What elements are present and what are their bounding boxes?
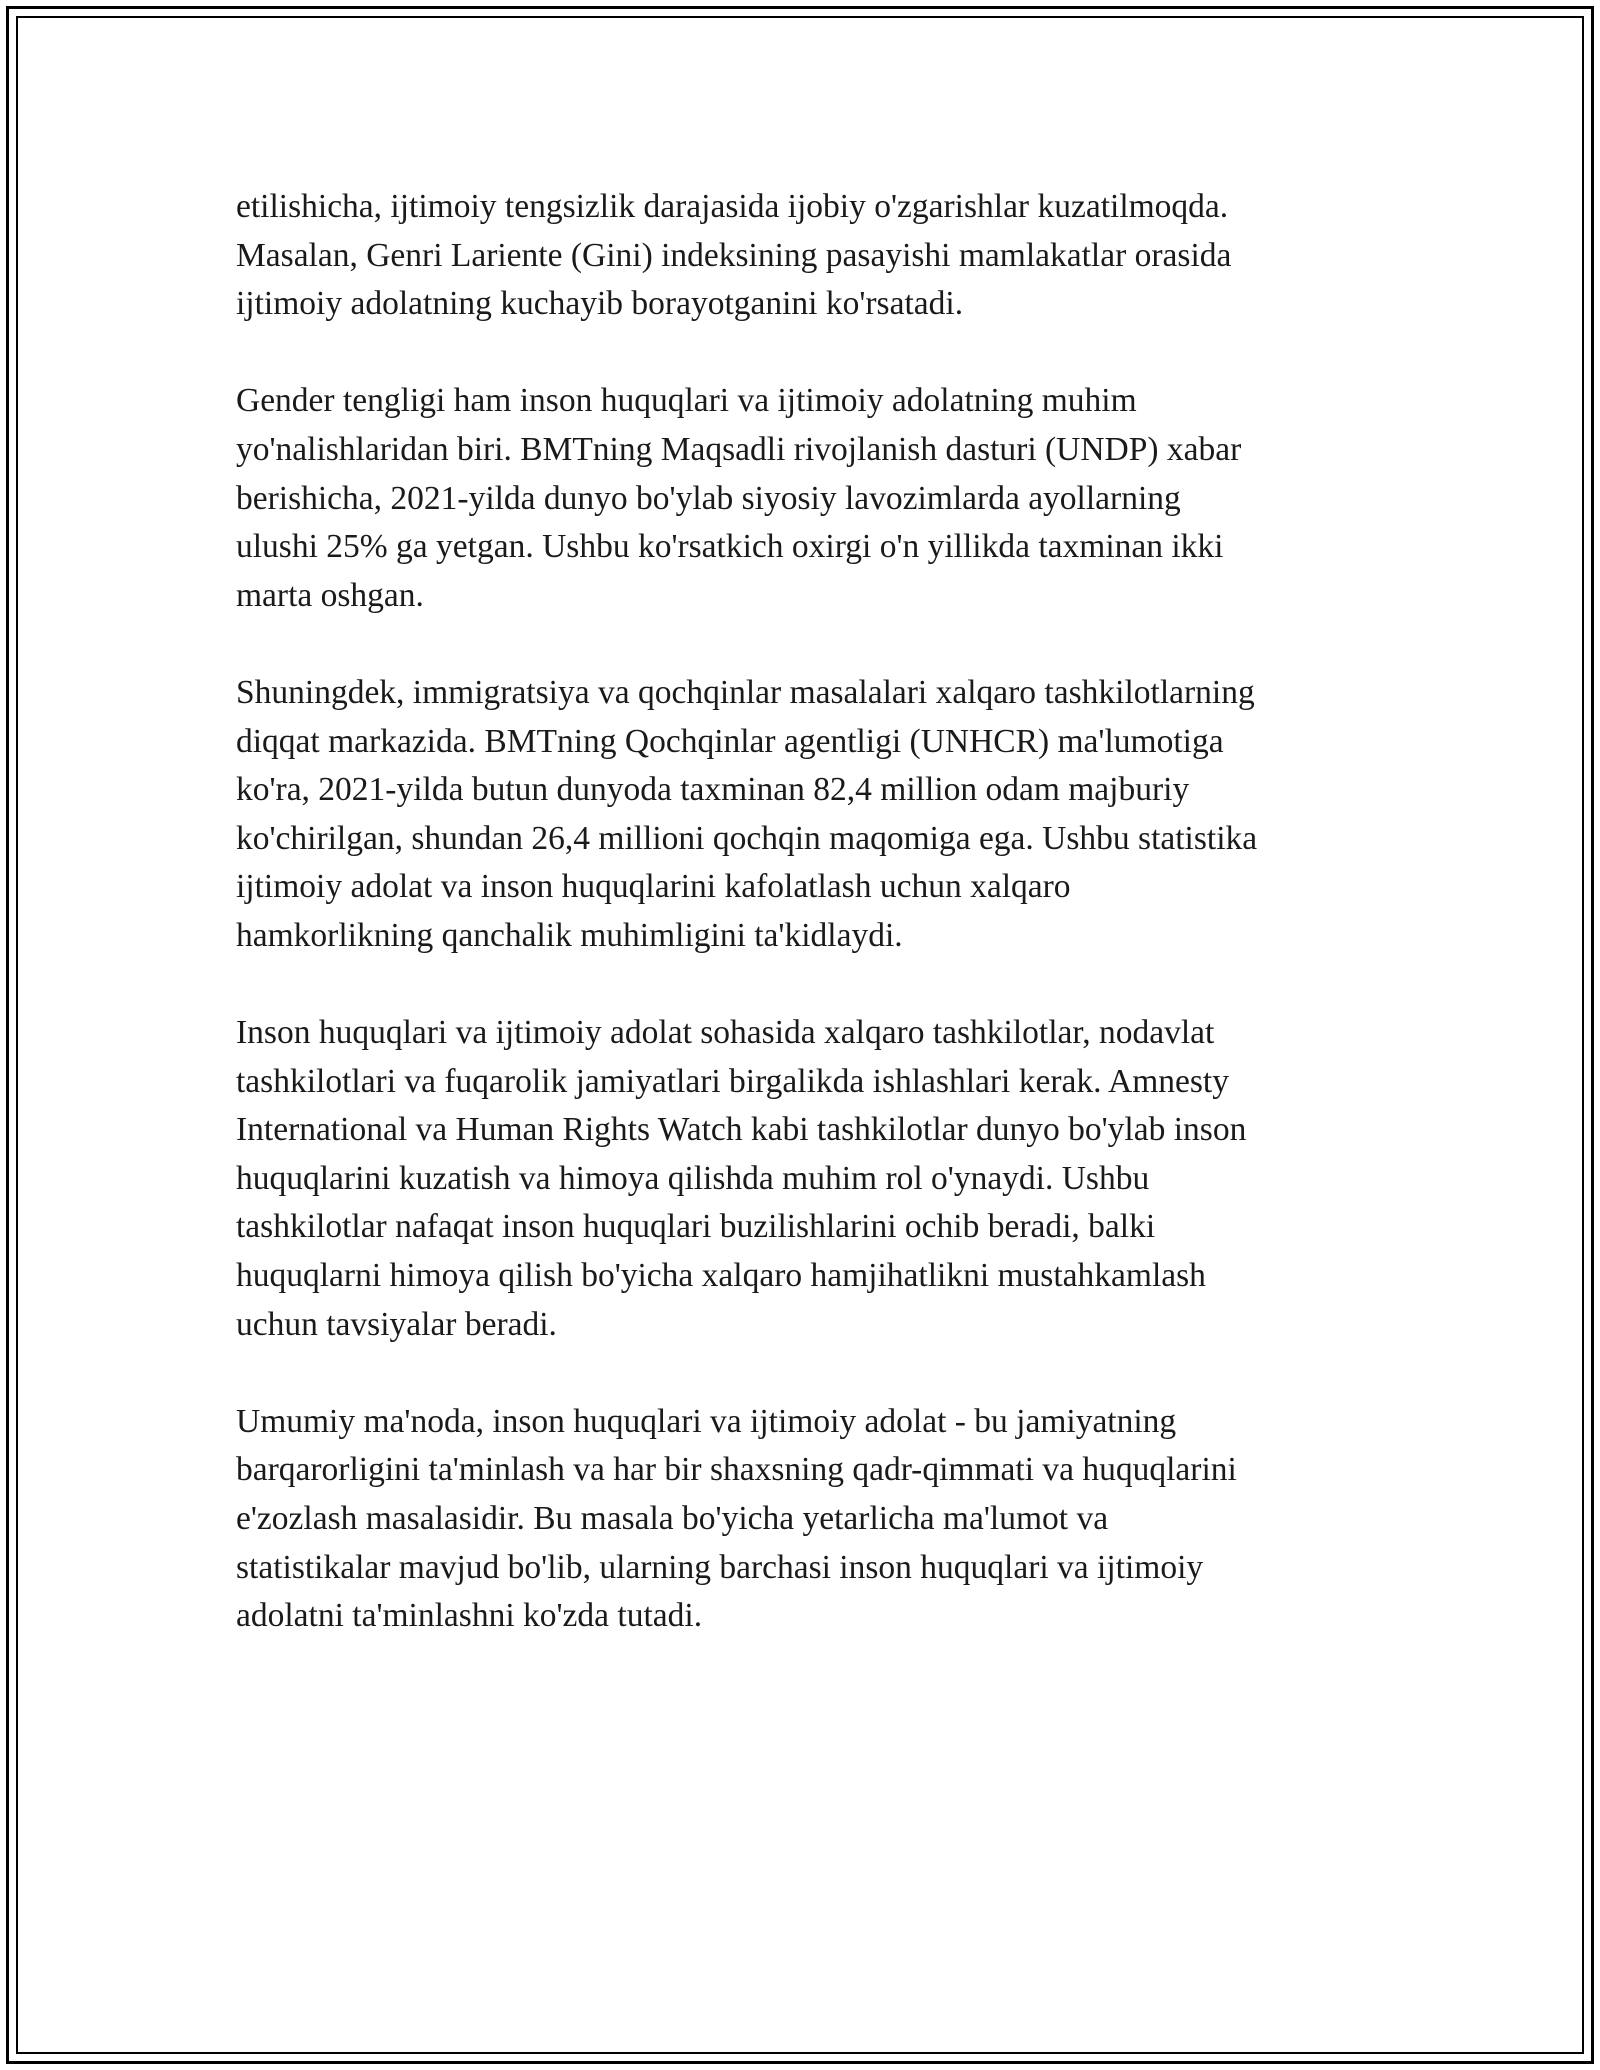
- paragraph-4: [236, 1009, 1376, 1349]
- text-line: ko'ra, 2021-yilda butun dunyoda taxminan 82,4 million odam majburiy: [236, 771, 1190, 809]
- text-line: Inson huquqlari va ijtimoiy adolat sohasida xalqaro tashkilotlar, nodavlat: [236, 1014, 1215, 1052]
- text-line: Shuningdek, immigratsiya va qochqinlar masalalari xalqaro tashkilotlarning: [236, 673, 1255, 711]
- text-line: berishicha, 2021-yilda dunyo bo'ylab siyosiy lavozimlarda ayollarning: [236, 479, 1181, 517]
- text-line: Umumiy ma'noda, inson huquqlari va ijtimoiy adolat - bu jamiyatning: [236, 1402, 1177, 1440]
- text-line: statistikalar mavjud bo'lib, ularning barchasi inson huquqlari va ijtimoiy: [236, 1548, 1204, 1586]
- text-line: ulushi 25% ga yetgan. Ushbu ko'rsatkich oxirgi o'n yillikda taxminan ikki: [236, 528, 1224, 566]
- paragraph-3: [236, 669, 1376, 961]
- paragraph-5: [236, 1398, 1376, 1641]
- text-line: International va Human Rights Watch kabi tashkilotlar dunyo bo'ylab inson: [236, 1111, 1247, 1149]
- text-line: adolatni ta'minlashni ko'zda tutadi.: [236, 1597, 703, 1635]
- paragraph-1: [236, 183, 1376, 329]
- text-line: Masalan, Genri Lariente (Gini) indeksining pasayishi mamlakatlar orasida: [236, 236, 1232, 274]
- paragraph-2: [236, 377, 1376, 620]
- text-line: e'zozlash masalasidir. Bu masala bo'yicha yetarlicha ma'lumot va: [236, 1500, 1109, 1538]
- text-line: ijtimoiy adolatning kuchayib borayotganini ko'rsatadi.: [236, 285, 964, 323]
- text-line: diqqat markazida. BMTning Qochqinlar agentligi (UNHCR) ma'lumotiga: [236, 722, 1224, 760]
- text-line: barqarorligini ta'minlash va har bir shaxsning qadr-qimmati va huquqlarini: [236, 1451, 1237, 1489]
- text-line: etilishicha, ijtimoiy tengsizlik darajasida ijobiy o'zgarishlar kuzatilmoqda.: [236, 188, 1229, 225]
- text-line: tashkilotlari va fuqarolik jamiyatlari birgalikda ishlashlari kerak. Amnesty: [236, 1062, 1229, 1100]
- document-body: [236, 183, 1376, 1689]
- text-line: uchun tavsiyalar beradi.: [236, 1305, 557, 1343]
- text-line: tashkilotlar nafaqat inson huquqlari buzilishlarini ochib beradi, balki: [236, 1208, 1156, 1246]
- text-line: marta oshgan.: [236, 576, 424, 614]
- text-line: hamkorlikning qanchalik muhimligini ta'kidlaydi.: [236, 916, 903, 954]
- text-line: huquqlarini kuzatish va himoya qilishda muhim rol o'ynaydi. Ushbu: [236, 1159, 1150, 1197]
- text-line: yo'nalishlaridan biri. BMTning Maqsadli rivojlanish dasturi (UNDP) xabar: [236, 430, 1242, 468]
- text-line: huquqlarni himoya qilish bo'yicha xalqaro hamjihatlikni mustahkamlash: [236, 1257, 1206, 1295]
- text-line: Gender tengligi ham inson huquqlari va ijtimoiy adolatning muhim: [236, 382, 1137, 420]
- text-line: ijtimoiy adolat va inson huquqlarini kafolatlash uchun xalqaro: [236, 868, 1071, 906]
- text-line: ko'chirilgan, shundan 26,4 millioni qochqin maqomiga ega. Ushbu statistika: [236, 819, 1258, 857]
